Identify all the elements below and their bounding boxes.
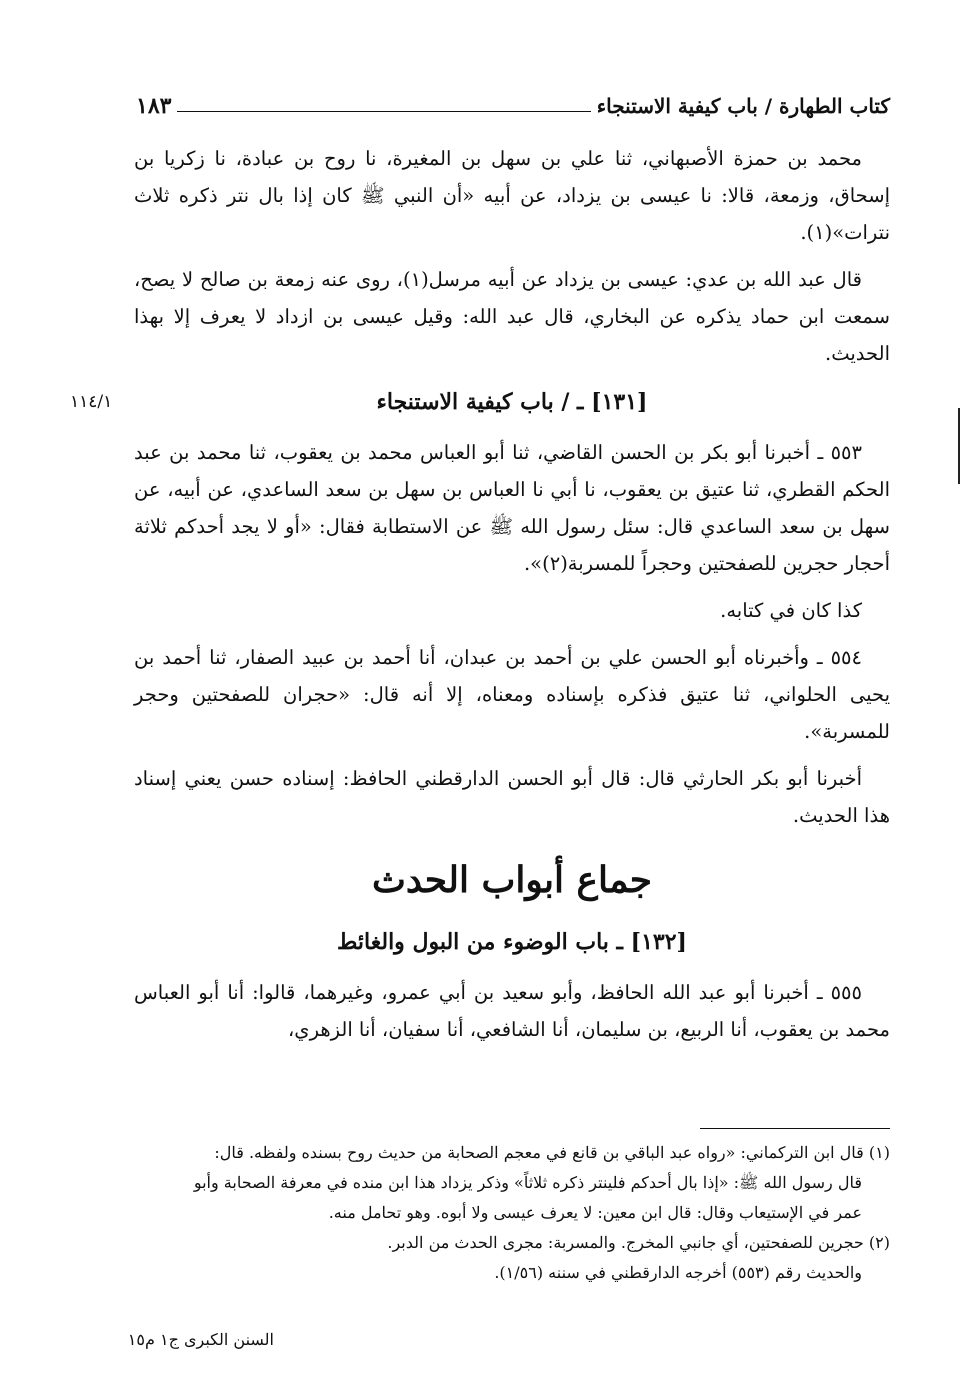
hadith-554: ٥٥٤ ـ وأخبرناه أبو الحسن علي بن أحمد بن عبدان، أنا أحمد بن عبيد الصفار، ثنا أحمد بن يحيى الحلواني، ثنا عتيق فذكره بإسناده ومعناه، إلا أنه قال: «حجران للصفحتين وحجر للمسربة».	[134, 646, 890, 743]
page-number: ١٨٣	[136, 93, 172, 119]
footnote-1-line-2: قال رسول الله ﷺ: «إذا بال أحدكم فلينتر ذكره ثلاثاً» وذكر يزداد هذا ابن منده في معرفة الصحابة وأبو	[193, 1173, 862, 1192]
chapter-heading	[70, 382, 890, 422]
footnote-1-line-3: عمر في الإستيعاب وقال: قال ابن معين: لا يعرف عيسى ولا أبوه. وهو تحامل منه.	[328, 1203, 862, 1222]
hadith-555: ٥٥٥ ـ أخبرنا أبو عبد الله الحافظ، وأبو سعيد بن أبي عمرو، وغيرهما، قالوا: أنا أبو العباس محمد بن يعقوب، أنا الربيع، بن سليمان، أنا الشافعي، أنا سفيان، أنا الزهري،	[134, 981, 890, 1041]
chapter-heading-2	[134, 922, 890, 962]
footnote-rule	[700, 1128, 890, 1129]
hadith-553: ٥٥٣ ـ أخبرنا أبو بكر بن الحسن القاضي، ثنا أبو العباس محمد بن يعقوب، ثنا محمد بن عبد الحكم القطري، ثنا عتيق بن يعقوب، نا أبي نا العباس بن سهل بن سعد الساعدي، عن أبيه، عن سهل بن سعد الساعدي قال: سئل رسول الله ﷺ عن الاستطابة فقال: «أو لا يجد أحدكم ثلاثة أحجار حجرين للصفحتين وحجراً للمسربة(٢)».	[134, 441, 890, 575]
main-text	[70, 140, 890, 1058]
paragraph-2: قال عبد الله بن عدي: عيسى بن يزداد عن أبيه مرسل(١)، روى عنه زمعة بن صالح لا يصح، سمعت ابن حماد يذكره عن البخاري، قال عبد الله: وقيل عيسى بن ازداد لا يعرف إلا بهذا الحديث.	[134, 268, 890, 365]
manuscript-reference: ١١٤/١	[70, 392, 113, 412]
paragraph-note: كذا كان في كتابه.	[720, 599, 862, 622]
paragraph-1: محمد بن حمزة الأصبهاني، ثنا علي بن سهل بن المغيرة، نا روح بن عبادة، نا زكريا بن إسحاق، وزمعة، قالا: نا عيسى بن يزداد، عن أبيه «أن النبي ﷺ كان إذا بال نتر ذكره ثلاث نترات»(١).	[134, 147, 890, 244]
footnotes	[134, 1138, 890, 1288]
footnote-1: (١) قال ابن التركماني: «رواه عبد الباقي بن قانع في معجم الصحابة من حديث روح بسنده ولفظه. قال:	[214, 1143, 890, 1162]
book-section-title: جماع أبواب الحدث	[371, 859, 653, 901]
chapter-title-2: [١٣٢] ـ باب الوضوء من البول والغائط	[337, 929, 687, 955]
footnote-2-line-2: والحديث رقم (٥٥٣) أخرجه الدارقطني في سننه (١/٥٦).	[494, 1263, 862, 1282]
header-rule	[177, 111, 590, 112]
running-header	[136, 86, 890, 120]
footnote-2: (٢) حجرين للصفحتين، أي جانبي المخرج. والمسربة: مجرى الحدث من الدبر.	[387, 1233, 890, 1252]
signature-mark: السنن الكبرى ج١ م١٥	[127, 1330, 274, 1349]
chapter-title: [١٣١] ـ / باب كيفية الاستنجاء	[376, 389, 648, 415]
paragraph-6: أخبرنا أبو بكر الحارثي قال: قال أبو الحسن الدارقطني الحافظ: إسناده حسن يعني إسناد هذا الحديث.	[134, 767, 890, 827]
header-title: كتاب الطهارة / باب كيفية الاستنجاء	[596, 94, 890, 118]
